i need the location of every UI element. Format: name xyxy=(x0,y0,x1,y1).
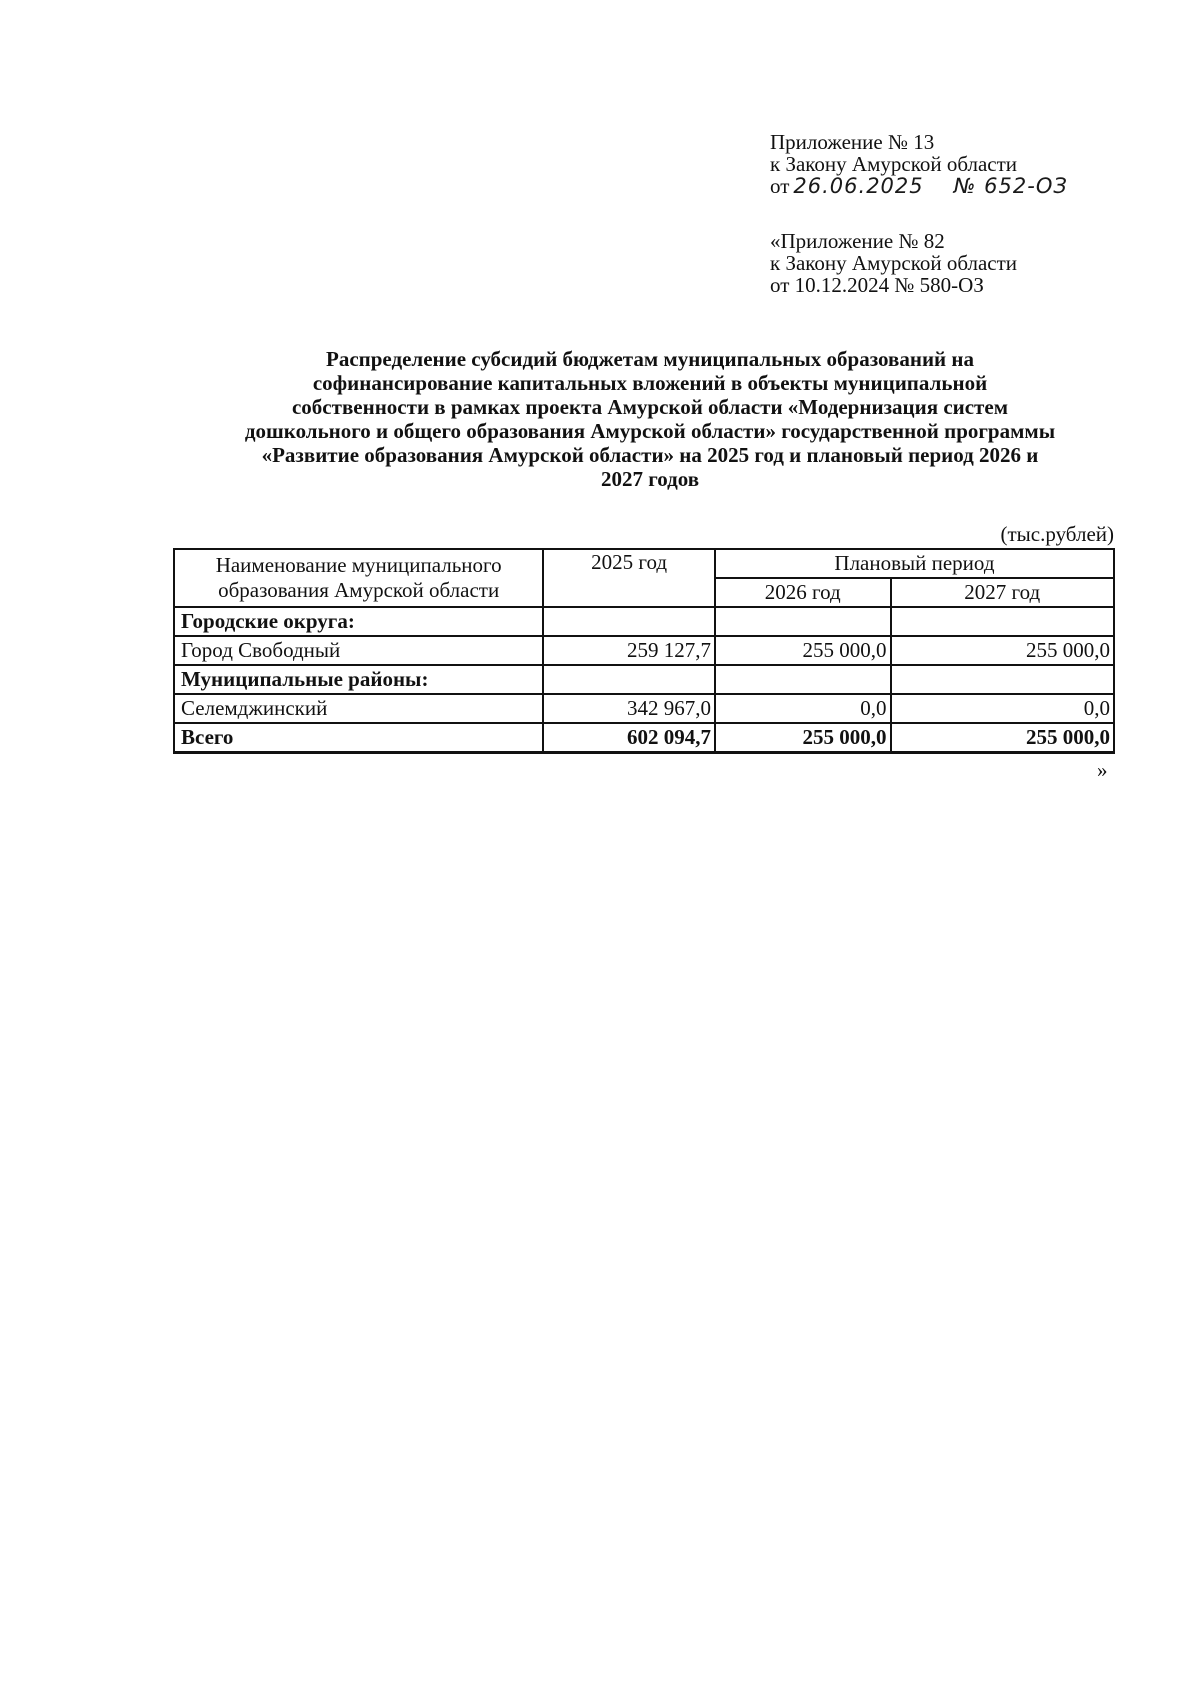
subsidy-table xyxy=(173,548,1115,754)
table-header-row xyxy=(174,549,1114,578)
unit-label: (тыс.рублей) xyxy=(1000,522,1114,546)
date-prefix: от xyxy=(770,174,790,198)
row-name: Муниципальные районы: xyxy=(174,665,543,694)
cell-2026: 255 000,0 xyxy=(715,723,891,753)
row-name: Всего xyxy=(174,723,543,753)
header-year-2026: 2026 год xyxy=(715,578,891,607)
title-line: дошкольного и общего образования Амурской области» государственной программы xyxy=(244,419,1056,443)
header-municipality-name: Наименование муниципального образования Амурской области xyxy=(174,549,543,607)
cell-2026 xyxy=(715,607,891,636)
table-row xyxy=(174,694,1114,723)
table-row xyxy=(174,607,1114,636)
header-planned-period: Плановый период xyxy=(715,549,1114,578)
law-reference: к Закону Амурской области xyxy=(770,251,1018,275)
appendix-number: «Приложение № 82 xyxy=(770,229,945,253)
title-line: «Развитие образования Амурской области» на 2025 год и плановый период 2026 и xyxy=(261,443,1039,467)
table-total-row xyxy=(174,723,1114,753)
appendix-number: Приложение № 13 xyxy=(770,130,935,154)
cell-2025: 602 094,7 xyxy=(543,723,715,753)
header-year-2025: 2025 год xyxy=(543,549,715,607)
row-name: Город Свободный xyxy=(174,636,543,665)
law-date-line xyxy=(770,175,1068,197)
document-title xyxy=(160,347,1140,491)
title-line: собственности в рамках проекта Амурской области «Модернизация систем xyxy=(291,395,1008,419)
title-line: Распределение субсидий бюджетам муниципальных образований на xyxy=(326,347,974,371)
law-reference: к Закону Амурской области xyxy=(770,152,1018,176)
row-name: Селемджинский xyxy=(174,694,543,723)
table-row xyxy=(174,636,1114,665)
row-name: Городские округа: xyxy=(174,607,543,636)
cell-2027: 255 000,0 xyxy=(891,723,1114,753)
title-line: софинансирование капитальных вложений в объекты муниципальной xyxy=(312,371,988,395)
cell-2027 xyxy=(891,607,1114,636)
table-row xyxy=(174,665,1114,694)
title-line: 2027 годов xyxy=(600,467,700,491)
cell-2025 xyxy=(543,665,715,694)
cell-2025: 342 967,0 xyxy=(543,694,715,723)
cell-2026: 255 000,0 xyxy=(715,636,891,665)
handwritten-law-number: № 652-ОЗ xyxy=(953,174,1068,198)
appendix-82-header xyxy=(770,230,1017,296)
cell-2026 xyxy=(715,665,891,694)
cell-2027: 255 000,0 xyxy=(891,636,1114,665)
handwritten-date: 26.06.2025 xyxy=(793,174,924,198)
law-date-number: от 10.12.2024 № 580-ОЗ xyxy=(770,273,984,297)
closing-quote: » xyxy=(1097,758,1108,782)
cell-2027 xyxy=(891,665,1114,694)
cell-2025 xyxy=(543,607,715,636)
cell-2025: 259 127,7 xyxy=(543,636,715,665)
cell-2026: 0,0 xyxy=(715,694,891,723)
cell-2027: 0,0 xyxy=(891,694,1114,723)
header-year-2027: 2027 год xyxy=(891,578,1114,607)
appendix-13-header xyxy=(770,131,1068,197)
